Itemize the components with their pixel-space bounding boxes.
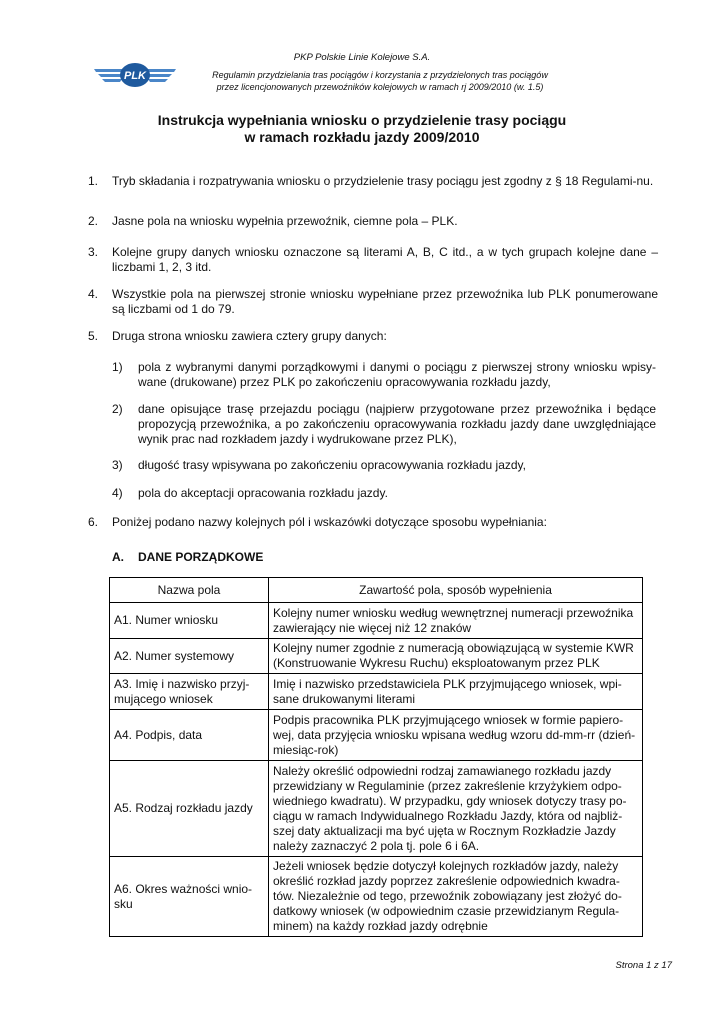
- section-title: DANE PORZĄDKOWE: [138, 550, 264, 564]
- subitem-text: pola z wybranymi danymi porządkowymi i danymi o pociągu z pierwszej strony wniosku wpisy-wane (drukowane) przez PLK po zakończeniu opracowywania rozkładu jazdy,: [138, 360, 656, 389]
- field-name-cell: A2. Numer systemowy: [110, 639, 269, 674]
- field-name-cell: A3. Imię i nazwisko przyj-mującego wniosek: [110, 674, 269, 710]
- item-number: 6.: [88, 515, 99, 529]
- table-row: [110, 710, 643, 761]
- table-row: [110, 761, 643, 857]
- item-number: 3.: [88, 245, 99, 259]
- item-text: Kolejne grupy danych wniosku oznaczone są literami A, B, C itd., a w tych grupach kolejne dane – liczbami 1, 2, 3 itd.: [112, 245, 658, 274]
- header-regulation-line2: przez licencjonowanych przewoźników kolejowych w ramach rj 2009/2010 (w. 1.5): [216, 82, 544, 92]
- document-title: [0, 112, 724, 145]
- item-text: Tryb składania i rozpatrywania wniosku o przydzielenie trasy pociągu jest zgodny z § 18 Regulami-nu.: [112, 174, 654, 188]
- title-line1: Instrukcja wypełniania wniosku o przydzielenie trasy pociągu: [157, 112, 567, 128]
- table-row: [110, 603, 643, 639]
- item-number: 2.: [88, 214, 99, 228]
- field-name-cell: A4. Podpis, data: [110, 710, 269, 761]
- item-text: Druga strona wniosku zawiera cztery grupy danych:: [112, 329, 387, 343]
- field-description-cell: Jeżeli wniosek będzie dotyczył kolejnych rozkładów jazdy, należy określić rozkład jazdy poprzez zakreślenie odpowiednich kwadra-tów. Niezależnie od tego, przewoźnik zobowiązany jest złożyć do-datkowy wniosek (w odpowiednim czasie przewidzianym Regula-minem) na każdy rozkład jazdy odrębnie: [269, 857, 643, 937]
- title-line2: w ramach rozkładu jazdy 2009/2010: [244, 128, 480, 145]
- field-name-cell: A1. Numer wniosku: [110, 603, 269, 639]
- plk-logo-icon: [92, 60, 178, 90]
- item-number: 1.: [88, 174, 99, 188]
- subitem-number: 2): [112, 402, 123, 416]
- column-header-content: Zawartość pola, sposób wypełnienia: [269, 578, 643, 603]
- table-row: [110, 674, 643, 710]
- field-description-cell: Należy określić odpowiedni rodzaj zamawianego rozkładu jazdy przewidziany w Regulaminie (przez zakreślenie krzyżykiem odpo-wiedniego kwadratu). W przypadku, gdy wniosek dotyczy trasy po-ciągu w ramach Indywidualnego Rozkładu Jazdy, która od najbliż-szej daty aktualizacji ma być ujęta w Rocznym Rozkładzie Jazdy należy zaznaczyć 2 pola tj. pole 6 i 6A.: [269, 761, 643, 857]
- subitem-number: 1): [112, 360, 123, 374]
- header-company: PKP Polskie Linie Kolejowe S.A.: [293, 52, 431, 63]
- subitem-text: pola do akceptacji opracowania rozkładu jazdy.: [138, 486, 388, 500]
- subitem-number: 4): [112, 486, 123, 500]
- table-header-row: [110, 578, 643, 603]
- item-number: 5.: [88, 329, 99, 343]
- field-name-cell: A6. Okres ważności wnio-sku: [110, 857, 269, 937]
- item-number: 4.: [88, 287, 99, 301]
- page-number: Strona 1 z 17: [615, 960, 672, 971]
- section-letter: A.: [112, 550, 124, 564]
- column-header-field-name: Nazwa pola: [110, 578, 269, 603]
- subitem-number: 3): [112, 458, 123, 472]
- field-description-cell: Kolejny numer zgodnie z numeracją obowiązującą w systemie KWR (Konstruowanie Wykresu Ruchu) eksploatowanym przez PLK: [269, 639, 643, 674]
- field-name-cell: A5. Rodzaj rozkładu jazdy: [110, 761, 269, 857]
- field-description-cell: Podpis pracownika PLK przyjmującego wniosek w formie papiero-wej, data przyjęcia wniosku wpisana według wzoru dd-mm-rr (dzień-miesiąc-rok): [269, 710, 643, 761]
- table-row: [110, 857, 643, 937]
- item-text: Wszystkie pola na pierwszej stronie wniosku wypełniane przez przewoźnika lub PLK ponumerowane są liczbami od 1 do 79.: [112, 287, 658, 316]
- subitem-text: długość trasy wpisywana po zakończeniu opracowywania rozkładu jazdy,: [138, 458, 526, 472]
- logo-text: PLK: [124, 70, 146, 82]
- page-header: [0, 52, 724, 102]
- field-description-cell: Imię i nazwisko przedstawiciela PLK przyjmującego wniosek, wpi-sane drukowanymi literami: [269, 674, 643, 710]
- fields-table: [109, 577, 643, 937]
- header-regulation-line1: Regulamin przydzielania tras pociągów i korzystania z przydzielonych tras pociągów: [212, 70, 548, 80]
- item-text: Jasne pola na wniosku wypełnia przewoźnik, ciemne pola – PLK.: [112, 214, 458, 228]
- subitem-text: dane opisujące trasę przejazdu pociągu (najpierw przygotowane przez przewoźnika i będące propozycją przewoźnika, a po zakończeniu opracowywania rozkładu jazdy dane uwzględniające wynik prac nad rozkładem jazdy i wydrukowane przez PLK),: [138, 402, 656, 446]
- field-description-cell: Kolejny numer wniosku według wewnętrznej numeracji przewoźnika zawierający nie więcej niż 12 znaków: [269, 603, 643, 639]
- item-text: Poniżej podano nazwy kolejnych pól i wskazówki dotyczące sposobu wypełniania:: [112, 515, 547, 529]
- table-row: [110, 639, 643, 674]
